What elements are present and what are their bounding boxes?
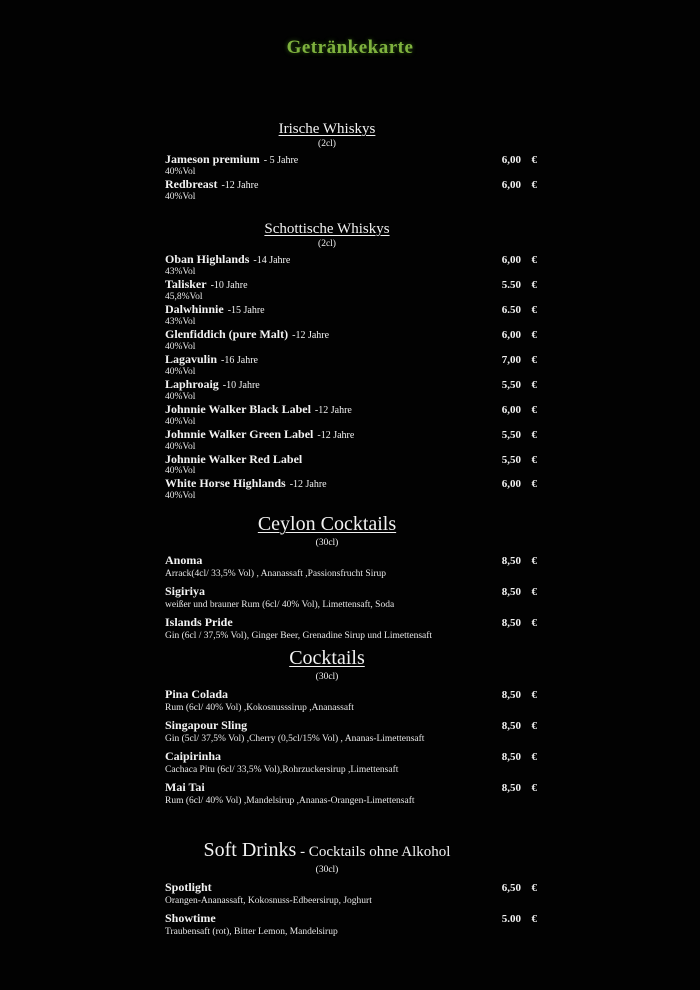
item-name-row [165, 453, 537, 466]
currency-symbol: € [531, 751, 537, 763]
section-ceylon-cocktails [165, 513, 537, 642]
section-scotch-whiskys [165, 220, 537, 502]
item-name-row [165, 303, 537, 317]
item-price: 5,50 [501, 378, 521, 391]
currency-symbol: € [531, 278, 537, 291]
item-name: Sigiriya [165, 584, 206, 598]
item-description: weißer und brauner Rum (6cl/ 40% Vol), Limettensaft, Soda [165, 600, 395, 610]
item-description: 40%Vol [165, 167, 196, 177]
currency-symbol: € [531, 617, 537, 629]
section-size-note: (30cl) [315, 865, 339, 875]
item-name: Singapour Sling [165, 718, 248, 732]
item-list [165, 253, 537, 502]
list-item [165, 453, 537, 477]
section-size-note: (2cl) [318, 238, 336, 249]
item-name-row [165, 153, 537, 167]
item-name: Mai Tai [165, 780, 205, 794]
item-description: 45,8%Vol [165, 291, 203, 302]
item-name-row [165, 719, 537, 733]
section-title: Cocktails [289, 647, 365, 669]
item-price: 8,50 [501, 720, 521, 732]
item-list [165, 153, 537, 203]
item-price: 6,00 [501, 154, 521, 166]
item-list [165, 554, 537, 642]
section-title-suffix: - Cocktails ohne Alkohol [296, 844, 451, 860]
item-age: -12 Jahre [314, 404, 352, 416]
item-price: 5,50 [501, 428, 521, 441]
currency-symbol: € [531, 477, 537, 490]
item-name: Jameson premium [165, 152, 260, 166]
currency-symbol: € [531, 913, 537, 925]
item-price: 8,50 [501, 586, 521, 598]
list-item [165, 554, 537, 580]
list-item [165, 328, 537, 353]
item-description: Rum (6cl/ 40% Vol) ,Mandelsirup ,Ananas-Orangen-Limettensaft [165, 796, 415, 806]
list-item [165, 403, 537, 428]
item-price: 6,50 [501, 882, 521, 894]
section-title: Soft Drinks [203, 839, 297, 861]
item-name-row [165, 403, 537, 417]
list-item [165, 688, 537, 714]
item-name: Showtime [165, 911, 216, 925]
item-name-row [165, 554, 537, 568]
item-name-row [165, 328, 537, 342]
list-item [165, 477, 537, 502]
section-heading-scotch-whiskys [165, 220, 489, 238]
currency-symbol: € [531, 179, 537, 191]
list-item [165, 616, 537, 642]
item-description: 40%Vol [165, 391, 196, 402]
item-price: 6.50 [501, 303, 521, 316]
item-name-row [165, 253, 537, 267]
page-title: Getränkekarte [286, 37, 414, 58]
item-name: Islands Pride [165, 615, 233, 629]
list-item [165, 303, 537, 328]
currency-symbol: € [531, 586, 537, 598]
currency-symbol: € [531, 689, 537, 701]
item-price: 5.00 [501, 913, 521, 925]
item-price: 5.50 [501, 278, 521, 291]
item-name-row [165, 428, 537, 442]
section-irish-whiskys [165, 120, 537, 203]
currency-symbol: € [531, 882, 537, 894]
item-name-row [165, 278, 537, 292]
item-name-row [165, 178, 537, 192]
item-name-row [165, 912, 537, 926]
item-age: -12 Jahre [289, 478, 327, 490]
item-list [165, 881, 537, 938]
section-heading-irish-whiskys [165, 120, 489, 138]
item-price: 8,50 [501, 782, 521, 794]
list-item [165, 278, 537, 303]
item-description: 40%Vol [165, 441, 196, 452]
section-cocktails [165, 647, 537, 807]
item-name-row [165, 353, 537, 367]
item-name: Johnnie Walker Black Label [165, 401, 311, 416]
item-name-row [165, 881, 537, 895]
section-title: Schottische Whiskys [264, 220, 390, 237]
section-heading-cocktails [165, 647, 489, 671]
list-item [165, 153, 537, 178]
item-name-row [165, 688, 537, 702]
item-name-row [165, 378, 537, 392]
item-description: 40%Vol [165, 416, 196, 427]
section-title: Irische Whiskys [278, 121, 376, 137]
list-item [165, 253, 537, 278]
item-name: Johnnie Walker Green Label [165, 426, 314, 441]
list-item [165, 353, 537, 378]
item-description: Gin (6cl / 37,5% Vol), Ginger Beer, Grenadine Sirup und Limettensaft [165, 631, 433, 641]
item-name-row [165, 616, 537, 630]
list-item [165, 719, 537, 745]
item-age: -10 Jahre [222, 379, 260, 391]
item-price: 6,00 [501, 403, 521, 416]
item-name-row [165, 477, 537, 491]
item-description: 43%Vol [165, 316, 196, 327]
item-description: 43%Vol [165, 266, 196, 277]
section-soft-drinks [165, 839, 537, 938]
item-age: -12 Jahre [292, 329, 330, 341]
item-age: - 5 Jahre [263, 155, 299, 166]
list-item [165, 912, 537, 938]
item-price: 7,00 [501, 353, 521, 366]
item-price: 6,00 [501, 253, 521, 266]
item-price: 6,00 [501, 179, 521, 191]
item-price: 6,00 [501, 328, 521, 341]
item-age: -14 Jahre [253, 254, 291, 266]
menu-sections [0, 120, 700, 938]
item-description: 40%Vol [165, 465, 196, 476]
item-price: 5,50 [501, 453, 521, 466]
list-item [165, 881, 537, 907]
list-item [165, 428, 537, 453]
item-name: Pina Colada [165, 687, 229, 701]
section-size-note: (30cl) [315, 538, 339, 548]
item-name: Caipirinha [165, 749, 222, 763]
item-description: 40%Vol [165, 192, 196, 202]
item-description: Orangen-Ananassaft, Kokosnuss-Edbeersirup, Joghurt [165, 896, 372, 906]
currency-symbol: € [531, 555, 537, 567]
section-heading-soft-drinks [165, 839, 489, 864]
currency-symbol: € [531, 328, 537, 341]
currency-symbol: € [531, 403, 537, 416]
currency-symbol: € [531, 353, 537, 366]
item-name: Glenfiddich (pure Malt) [165, 326, 289, 341]
section-heading-ceylon-cocktails [165, 513, 489, 537]
list-item [165, 585, 537, 611]
section-size-note: (30cl) [315, 672, 339, 682]
item-description: 40%Vol [165, 366, 196, 377]
item-name-row [165, 781, 537, 795]
item-description: Gin (5cl/ 37,5% Vol) ,Cherry (0,5cl/15% Vol) , Ananas-Limettensaft [165, 734, 425, 744]
item-description: Cachaca Pitu (6cl/ 33,5% Vol),Rohrzuckersirup ,Limettensaft [165, 765, 399, 775]
item-price: 8,50 [501, 617, 521, 629]
list-item [165, 178, 537, 203]
currency-symbol: € [531, 782, 537, 794]
item-name: Dalwhinnie [165, 301, 224, 316]
item-description: Arrack(4cl/ 33,5% Vol) , Ananassaft ,Passionsfrucht Sirup [165, 569, 387, 579]
item-name: Oban Highlands [165, 251, 250, 266]
list-item [165, 378, 537, 403]
item-description: Traubensaft (rot), Bitter Lemon, Mandelsirup [165, 927, 338, 937]
item-name: Lagavulin [165, 351, 218, 366]
section-title: Ceylon Cocktails [257, 513, 397, 535]
item-name: Redbreast [165, 177, 218, 191]
item-description: Rum (6cl/ 40% Vol) ,Kokosnusssirup ,Ananassaft [165, 703, 354, 713]
item-name: Laphroaig [165, 376, 219, 391]
item-age: -15 Jahre [227, 304, 265, 316]
item-age: -12 Jahre [317, 429, 355, 441]
item-price: 8,50 [501, 689, 521, 701]
currency-symbol: € [531, 428, 537, 441]
item-list [165, 688, 537, 807]
item-age: -16 Jahre [221, 354, 258, 366]
currency-symbol: € [531, 378, 537, 391]
currency-symbol: € [531, 720, 537, 732]
item-age: -12 Jahre [221, 180, 259, 191]
currency-symbol: € [531, 253, 537, 266]
currency-symbol: € [531, 154, 537, 166]
item-name: Spotlight [165, 880, 212, 894]
item-name: Talisker [165, 276, 207, 291]
item-name-row [165, 585, 537, 599]
item-age: -10 Jahre [210, 279, 248, 291]
list-item [165, 750, 537, 776]
item-price: 8,50 [501, 751, 521, 763]
item-name-row [165, 750, 537, 764]
item-description: 40%Vol [165, 490, 196, 501]
item-price: 6,00 [501, 477, 521, 490]
section-size-note: (2cl) [318, 139, 336, 149]
item-price: 8,50 [501, 555, 521, 567]
item-description: 40%Vol [165, 341, 196, 352]
list-item [165, 781, 537, 807]
item-name: Anoma [165, 553, 203, 567]
item-name: White Horse Highlands [165, 475, 286, 490]
item-name: Johnnie Walker Red Label [165, 451, 303, 466]
currency-symbol: € [531, 303, 537, 316]
currency-symbol: € [531, 453, 537, 466]
